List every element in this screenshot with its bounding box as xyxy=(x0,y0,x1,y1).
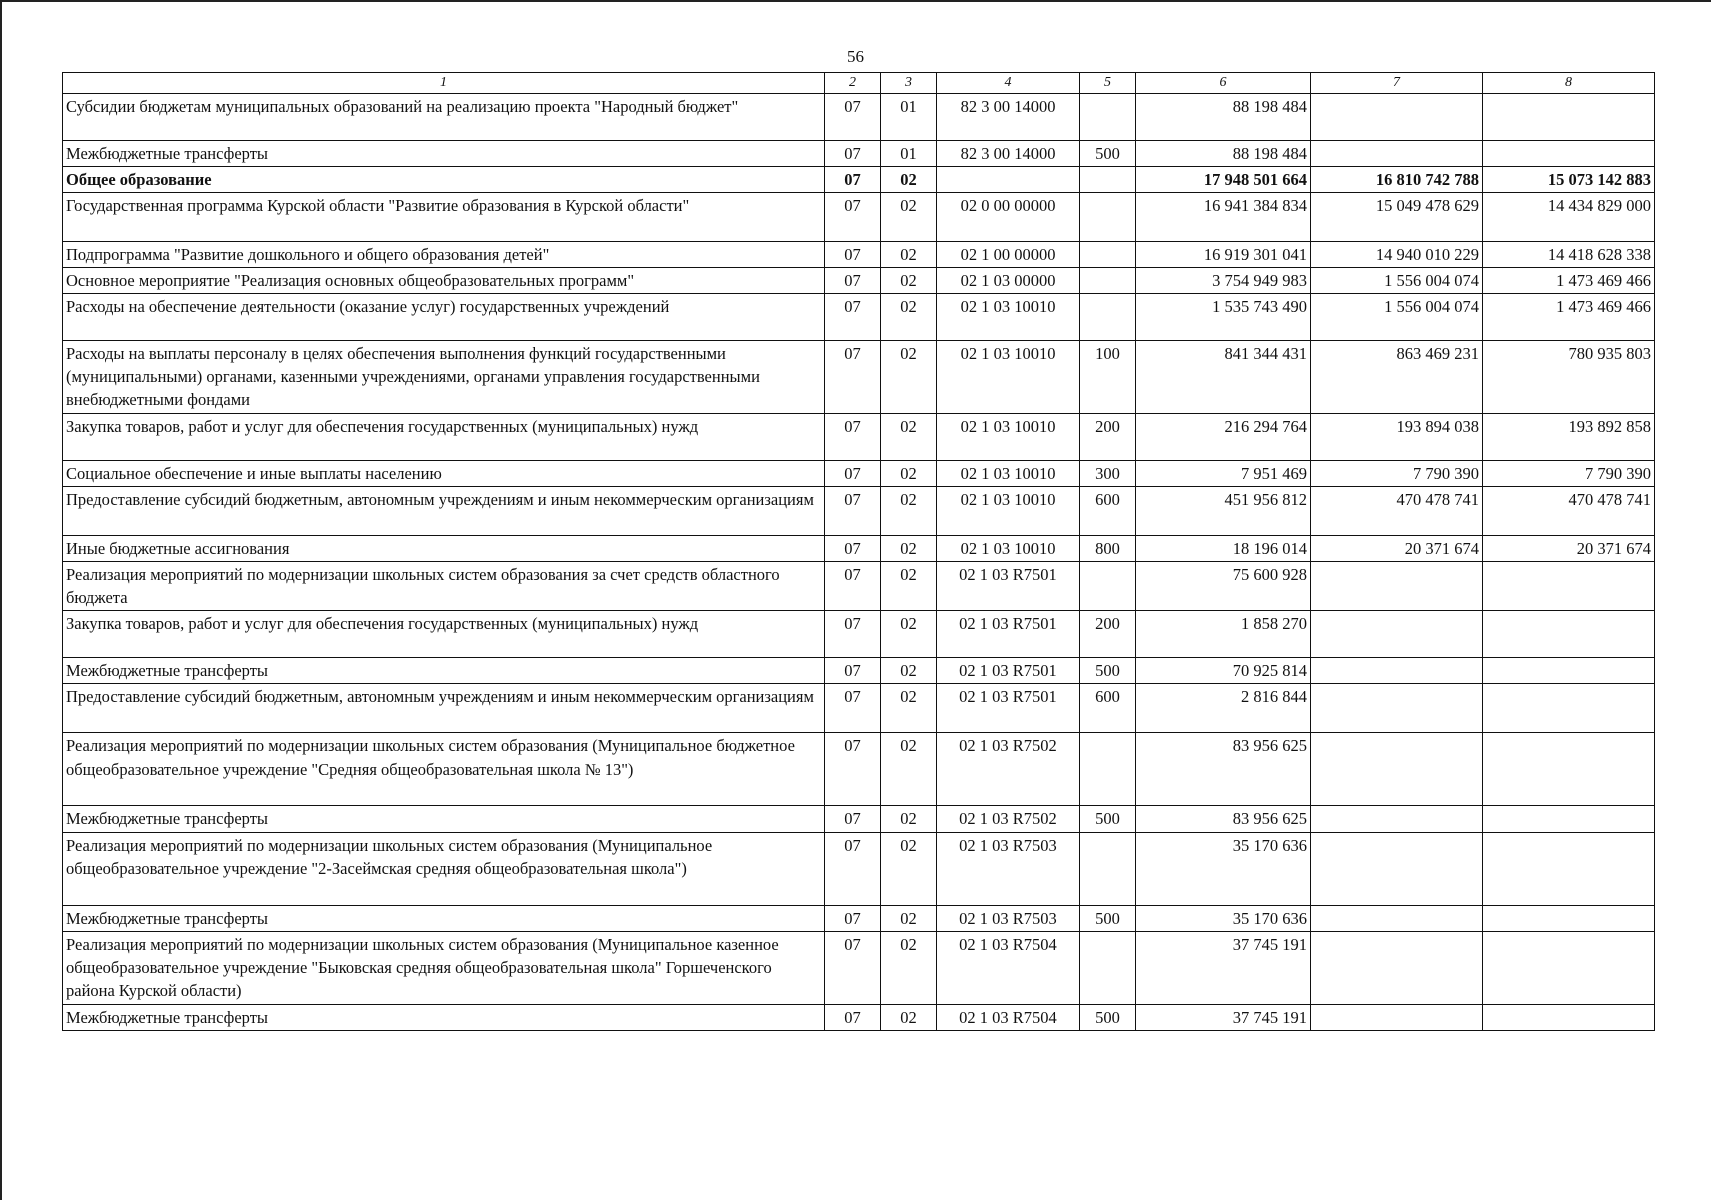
row-amount-col8: 15 073 142 883 xyxy=(1483,166,1655,192)
row-amount-col6: 35 170 636 xyxy=(1136,905,1311,931)
row-subsection: 02 xyxy=(881,931,937,1004)
row-subsection: 02 xyxy=(881,562,937,611)
row-expense-type: 500 xyxy=(1080,806,1136,832)
row-section: 07 xyxy=(825,340,881,413)
row-section: 07 xyxy=(825,832,881,905)
row-target-code: 02 1 03 10010 xyxy=(937,460,1080,486)
table-row xyxy=(63,241,1655,267)
row-amount-col6: 83 956 625 xyxy=(1136,806,1311,832)
row-amount-col6: 16 919 301 041 xyxy=(1136,241,1311,267)
row-section: 07 xyxy=(825,684,881,733)
table-row xyxy=(63,658,1655,684)
row-subsection: 02 xyxy=(881,241,937,267)
row-name: Реализация мероприятий по модернизации школьных систем образования за счет средств областного бюджета xyxy=(63,562,825,611)
row-expense-type xyxy=(1080,931,1136,1004)
row-amount-col6: 451 956 812 xyxy=(1136,487,1311,536)
row-target-code: 02 1 03 R7503 xyxy=(937,832,1080,905)
row-amount-col7 xyxy=(1311,611,1483,658)
row-subsection: 02 xyxy=(881,1004,937,1030)
row-amount-col6: 7 951 469 xyxy=(1136,460,1311,486)
row-name: Подпрограмма "Развитие дошкольного и общего образования детей" xyxy=(63,241,825,267)
row-subsection: 02 xyxy=(881,413,937,460)
row-amount-col7 xyxy=(1311,1004,1483,1030)
row-target-code: 02 1 03 R7501 xyxy=(937,684,1080,733)
row-name: Реализация мероприятий по модернизации школьных систем образования (Муниципальное бюджетное общеобразовательное учреждение "Средняя общеобразовательная школа № 13") xyxy=(63,733,825,806)
table-body xyxy=(63,93,1655,1030)
row-amount-col7 xyxy=(1311,562,1483,611)
row-amount-col8 xyxy=(1483,562,1655,611)
row-name: Общее образование xyxy=(63,166,825,192)
row-amount-col7: 470 478 741 xyxy=(1311,487,1483,536)
row-section: 07 xyxy=(825,905,881,931)
row-amount-col6: 841 344 431 xyxy=(1136,340,1311,413)
row-amount-col6: 3 754 949 983 xyxy=(1136,267,1311,293)
column-header-8: 8 xyxy=(1483,73,1655,94)
table-row xyxy=(63,684,1655,733)
row-amount-col8 xyxy=(1483,1004,1655,1030)
row-expense-type xyxy=(1080,267,1136,293)
row-subsection: 01 xyxy=(881,140,937,166)
row-subsection: 02 xyxy=(881,611,937,658)
row-target-code: 02 1 03 10010 xyxy=(937,340,1080,413)
row-name: Реализация мероприятий по модернизации школьных систем образования (Муниципальное казенное общеобразовательное учреждение "Быковская средняя общеобразовательная школа" Горшеченского района Курской области) xyxy=(63,931,825,1004)
row-amount-col7: 16 810 742 788 xyxy=(1311,166,1483,192)
row-section: 07 xyxy=(825,806,881,832)
row-subsection: 02 xyxy=(881,487,937,536)
row-amount-col6: 216 294 764 xyxy=(1136,413,1311,460)
row-target-code: 02 1 03 R7504 xyxy=(937,931,1080,1004)
row-amount-col6: 88 198 484 xyxy=(1136,93,1311,140)
row-target-code: 82 3 00 14000 xyxy=(937,140,1080,166)
page-edge-left xyxy=(0,0,2,1200)
column-header-4: 4 xyxy=(937,73,1080,94)
table-row xyxy=(63,733,1655,806)
row-amount-col8: 780 935 803 xyxy=(1483,340,1655,413)
row-section: 07 xyxy=(825,658,881,684)
row-subsection: 02 xyxy=(881,832,937,905)
row-amount-col6: 83 956 625 xyxy=(1136,733,1311,806)
row-subsection: 02 xyxy=(881,806,937,832)
table-row xyxy=(63,611,1655,658)
row-name: Предоставление субсидий бюджетным, автономным учреждениям и иным некоммерческим организациям xyxy=(63,684,825,733)
table-row xyxy=(63,93,1655,140)
row-name: Реализация мероприятий по модернизации школьных систем образования (Муниципальное общеобразовательное учреждение "2-Засеймская средняя общеобразовательная школа") xyxy=(63,832,825,905)
row-expense-type: 500 xyxy=(1080,905,1136,931)
row-section: 07 xyxy=(825,267,881,293)
row-name: Иные бюджетные ассигнования xyxy=(63,536,825,562)
row-subsection: 02 xyxy=(881,293,937,340)
row-name: Расходы на обеспечение деятельности (оказание услуг) государственных учреждений xyxy=(63,293,825,340)
row-amount-col6: 75 600 928 xyxy=(1136,562,1311,611)
row-target-code: 02 1 03 R7501 xyxy=(937,562,1080,611)
row-expense-type xyxy=(1080,293,1136,340)
row-amount-col8: 20 371 674 xyxy=(1483,536,1655,562)
row-amount-col6: 70 925 814 xyxy=(1136,658,1311,684)
table-row xyxy=(63,832,1655,905)
row-subsection: 02 xyxy=(881,536,937,562)
row-name: Межбюджетные трансферты xyxy=(63,658,825,684)
row-amount-col7: 15 049 478 629 xyxy=(1311,192,1483,241)
row-amount-col8 xyxy=(1483,140,1655,166)
row-subsection: 02 xyxy=(881,905,937,931)
row-amount-col8 xyxy=(1483,611,1655,658)
row-name: Социальное обеспечение и иные выплаты населению xyxy=(63,460,825,486)
row-target-code: 02 0 00 00000 xyxy=(937,192,1080,241)
row-amount-col8: 193 892 858 xyxy=(1483,413,1655,460)
row-amount-col8 xyxy=(1483,832,1655,905)
row-name: Субсидии бюджетам муниципальных образований на реализацию проекта "Народный бюджет" xyxy=(63,93,825,140)
row-amount-col8: 7 790 390 xyxy=(1483,460,1655,486)
row-amount-col6: 37 745 191 xyxy=(1136,931,1311,1004)
row-amount-col8: 14 418 628 338 xyxy=(1483,241,1655,267)
row-target-code: 82 3 00 14000 xyxy=(937,93,1080,140)
row-amount-col8 xyxy=(1483,93,1655,140)
row-target-code: 02 1 03 R7503 xyxy=(937,905,1080,931)
row-amount-col8: 1 473 469 466 xyxy=(1483,267,1655,293)
row-section: 07 xyxy=(825,166,881,192)
row-subsection: 02 xyxy=(881,166,937,192)
row-section: 07 xyxy=(825,413,881,460)
row-expense-type xyxy=(1080,192,1136,241)
row-amount-col8 xyxy=(1483,733,1655,806)
row-name: Закупка товаров, работ и услуг для обеспечения государственных (муниципальных) нужд xyxy=(63,413,825,460)
row-name: Закупка товаров, работ и услуг для обеспечения государственных (муниципальных) нужд xyxy=(63,611,825,658)
row-subsection: 02 xyxy=(881,684,937,733)
row-amount-col7: 1 556 004 074 xyxy=(1311,293,1483,340)
row-amount-col8 xyxy=(1483,658,1655,684)
row-amount-col7 xyxy=(1311,806,1483,832)
page-edge-top xyxy=(0,0,1711,2)
row-expense-type xyxy=(1080,832,1136,905)
column-header-3: 3 xyxy=(881,73,937,94)
row-name: Межбюджетные трансферты xyxy=(63,1004,825,1030)
row-name: Расходы на выплаты персоналу в целях обеспечения выполнения функций государственными (муниципальными) органами, казенными учреждениями, органами управления государственными внебюджетными фондами xyxy=(63,340,825,413)
table-row xyxy=(63,536,1655,562)
row-amount-col7 xyxy=(1311,905,1483,931)
row-amount-col6: 16 941 384 834 xyxy=(1136,192,1311,241)
column-header-1: 1 xyxy=(63,73,825,94)
row-amount-col6: 35 170 636 xyxy=(1136,832,1311,905)
row-section: 07 xyxy=(825,241,881,267)
row-amount-col6: 37 745 191 xyxy=(1136,1004,1311,1030)
row-name: Основное мероприятие "Реализация основных общеобразовательных программ" xyxy=(63,267,825,293)
row-section: 07 xyxy=(825,192,881,241)
table-row xyxy=(63,166,1655,192)
row-expense-type: 200 xyxy=(1080,611,1136,658)
column-header-7: 7 xyxy=(1311,73,1483,94)
row-name: Межбюджетные трансферты xyxy=(63,905,825,931)
row-target-code: 02 1 00 00000 xyxy=(937,241,1080,267)
row-expense-type: 800 xyxy=(1080,536,1136,562)
row-expense-type xyxy=(1080,562,1136,611)
row-amount-col7: 863 469 231 xyxy=(1311,340,1483,413)
row-target-code: 02 1 03 R7502 xyxy=(937,806,1080,832)
row-name: Предоставление субсидий бюджетным, автономным учреждениям и иным некоммерческим организациям xyxy=(63,487,825,536)
table-row xyxy=(63,562,1655,611)
row-amount-col8 xyxy=(1483,684,1655,733)
row-amount-col6: 88 198 484 xyxy=(1136,140,1311,166)
table-row xyxy=(63,413,1655,460)
table-row xyxy=(63,293,1655,340)
row-amount-col8: 470 478 741 xyxy=(1483,487,1655,536)
row-amount-col7 xyxy=(1311,140,1483,166)
row-target-code xyxy=(937,166,1080,192)
row-amount-col7: 1 556 004 074 xyxy=(1311,267,1483,293)
row-name: Межбюджетные трансферты xyxy=(63,806,825,832)
row-target-code: 02 1 03 10010 xyxy=(937,293,1080,340)
row-section: 07 xyxy=(825,931,881,1004)
row-expense-type: 300 xyxy=(1080,460,1136,486)
row-expense-type: 500 xyxy=(1080,140,1136,166)
row-amount-col7: 7 790 390 xyxy=(1311,460,1483,486)
row-amount-col7 xyxy=(1311,684,1483,733)
row-amount-col6: 2 816 844 xyxy=(1136,684,1311,733)
row-amount-col6: 18 196 014 xyxy=(1136,536,1311,562)
row-subsection: 02 xyxy=(881,658,937,684)
row-target-code: 02 1 03 R7504 xyxy=(937,1004,1080,1030)
table-row xyxy=(63,487,1655,536)
row-section: 07 xyxy=(825,1004,881,1030)
row-expense-type: 500 xyxy=(1080,658,1136,684)
table-row xyxy=(63,340,1655,413)
row-section: 07 xyxy=(825,733,881,806)
row-target-code: 02 1 03 R7502 xyxy=(937,733,1080,806)
row-expense-type: 500 xyxy=(1080,1004,1136,1030)
table-row xyxy=(63,905,1655,931)
row-expense-type: 200 xyxy=(1080,413,1136,460)
row-amount-col6: 1 858 270 xyxy=(1136,611,1311,658)
row-section: 07 xyxy=(825,140,881,166)
row-section: 07 xyxy=(825,293,881,340)
row-name: Государственная программа Курской области "Развитие образования в Курской области" xyxy=(63,192,825,241)
row-amount-col7: 20 371 674 xyxy=(1311,536,1483,562)
row-expense-type: 600 xyxy=(1080,684,1136,733)
column-header-2: 2 xyxy=(825,73,881,94)
table-row xyxy=(63,806,1655,832)
row-section: 07 xyxy=(825,536,881,562)
row-subsection: 02 xyxy=(881,460,937,486)
row-amount-col8: 1 473 469 466 xyxy=(1483,293,1655,340)
row-section: 07 xyxy=(825,460,881,486)
row-amount-col7 xyxy=(1311,931,1483,1004)
table-row xyxy=(63,140,1655,166)
row-expense-type xyxy=(1080,733,1136,806)
row-amount-col7 xyxy=(1311,658,1483,684)
row-section: 07 xyxy=(825,487,881,536)
column-header-6: 6 xyxy=(1136,73,1311,94)
row-amount-col8: 14 434 829 000 xyxy=(1483,192,1655,241)
row-subsection: 02 xyxy=(881,267,937,293)
row-expense-type xyxy=(1080,93,1136,140)
page-number: 56 xyxy=(847,47,864,66)
table-row xyxy=(63,1004,1655,1030)
row-name: Межбюджетные трансферты xyxy=(63,140,825,166)
row-section: 07 xyxy=(825,562,881,611)
row-expense-type xyxy=(1080,241,1136,267)
row-subsection: 02 xyxy=(881,192,937,241)
table-row xyxy=(63,192,1655,241)
row-amount-col7 xyxy=(1311,93,1483,140)
column-header-5: 5 xyxy=(1080,73,1136,94)
row-expense-type xyxy=(1080,166,1136,192)
row-subsection: 02 xyxy=(881,340,937,413)
table-row xyxy=(63,460,1655,486)
row-expense-type: 100 xyxy=(1080,340,1136,413)
header-row xyxy=(63,73,1655,94)
row-amount-col8 xyxy=(1483,806,1655,832)
row-target-code: 02 1 03 10010 xyxy=(937,487,1080,536)
row-subsection: 01 xyxy=(881,93,937,140)
row-section: 07 xyxy=(825,93,881,140)
row-subsection: 02 xyxy=(881,733,937,806)
table-row xyxy=(63,267,1655,293)
row-target-code: 02 1 03 10010 xyxy=(937,536,1080,562)
row-amount-col8 xyxy=(1483,905,1655,931)
row-amount-col6: 1 535 743 490 xyxy=(1136,293,1311,340)
row-expense-type: 600 xyxy=(1080,487,1136,536)
row-amount-col7 xyxy=(1311,832,1483,905)
row-amount-col7: 14 940 010 229 xyxy=(1311,241,1483,267)
row-target-code: 02 1 03 R7501 xyxy=(937,658,1080,684)
row-target-code: 02 1 03 00000 xyxy=(937,267,1080,293)
row-target-code: 02 1 03 R7501 xyxy=(937,611,1080,658)
row-target-code: 02 1 03 10010 xyxy=(937,413,1080,460)
row-section: 07 xyxy=(825,611,881,658)
row-amount-col7: 193 894 038 xyxy=(1311,413,1483,460)
budget-table xyxy=(62,72,1655,1031)
row-amount-col8 xyxy=(1483,931,1655,1004)
row-amount-col7 xyxy=(1311,733,1483,806)
table-row xyxy=(63,931,1655,1004)
row-amount-col6: 17 948 501 664 xyxy=(1136,166,1311,192)
